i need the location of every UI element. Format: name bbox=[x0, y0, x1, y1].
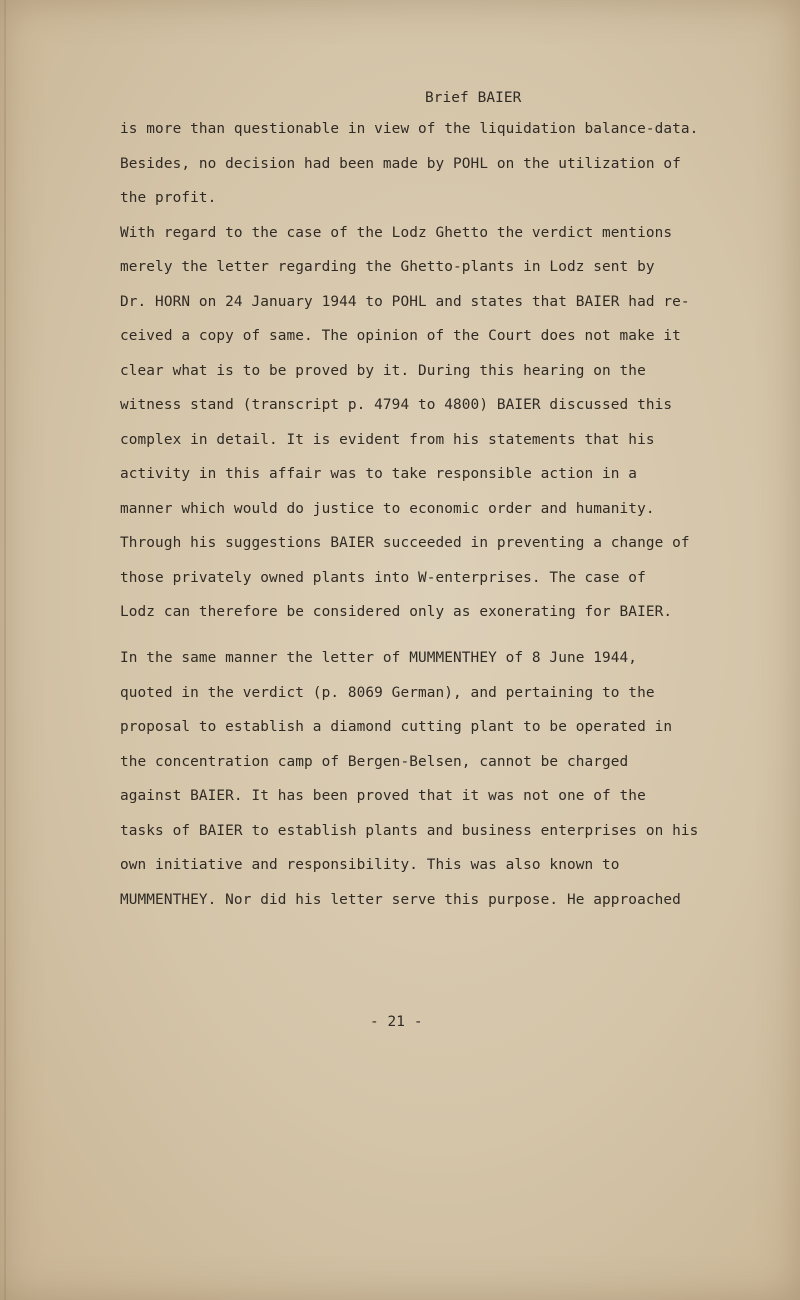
text-line: Through his suggestions BAIER succeeded in preventing a change of bbox=[120, 535, 690, 551]
text-line: Lodz can therefore be considered only as exonerating for BAIER. bbox=[120, 604, 673, 620]
text-line: the concentration camp of Bergen-Belsen, cannot be charged bbox=[120, 753, 629, 770]
page-header: Brief BAIER bbox=[425, 90, 522, 106]
text-line: is more than questionable in view of the liquidation balance-data. bbox=[120, 121, 699, 137]
text-line: against BAIER. It has been proved that it was not one of the bbox=[120, 788, 646, 804]
text-line: With regard to the case of the Lodz Ghetto the verdict mentions bbox=[120, 224, 673, 241]
text-line: In the same manner the letter of MUMMENTHEY of 8 June 1944, bbox=[120, 650, 638, 666]
text-line: Dr. HORN on 24 January 1944 to POHL and states that BAIER had re- bbox=[120, 293, 690, 310]
text-line: quoted in the verdict (p. 8069 German), and pertaining to the bbox=[120, 684, 655, 701]
text-line: ceived a copy of same. The opinion of the Court does not make it bbox=[120, 328, 681, 344]
text-line: activity in this affair was to take responsible action in a bbox=[120, 466, 638, 482]
text-line: merely the letter regarding the Ghetto-plants in Lodz sent by bbox=[120, 259, 655, 275]
text-line: proposal to establish a diamond cutting plant to be operated in bbox=[120, 719, 673, 735]
text-line: tasks of BAIER to establish plants and business enterprises on his bbox=[120, 822, 699, 839]
text-line: MUMMENTHEY. Nor did his letter serve this purpose. He approached bbox=[120, 891, 681, 908]
paragraph-2 bbox=[120, 641, 698, 917]
text-line: the profit. bbox=[120, 190, 217, 206]
text-line: own initiative and responsibility. This was also known to bbox=[120, 857, 620, 873]
page-edge bbox=[4, 0, 6, 1300]
text-line: complex in detail. It is evident from his statements that his bbox=[120, 431, 655, 448]
text-line: manner which would do justice to economic order and humanity. bbox=[120, 500, 655, 517]
text-line: witness stand (transcript p. 4794 to 4800) BAIER discussed this bbox=[120, 397, 673, 413]
text-line: those privately owned plants into W-enterprises. The case of bbox=[120, 569, 646, 586]
paragraph-1 bbox=[120, 112, 698, 630]
text-line: Besides, no decision had been made by POHL on the utilization of bbox=[120, 155, 681, 172]
text-line: clear what is to be proved by it. During this hearing on the bbox=[120, 362, 646, 379]
page-number: - 21 - bbox=[370, 1014, 423, 1030]
